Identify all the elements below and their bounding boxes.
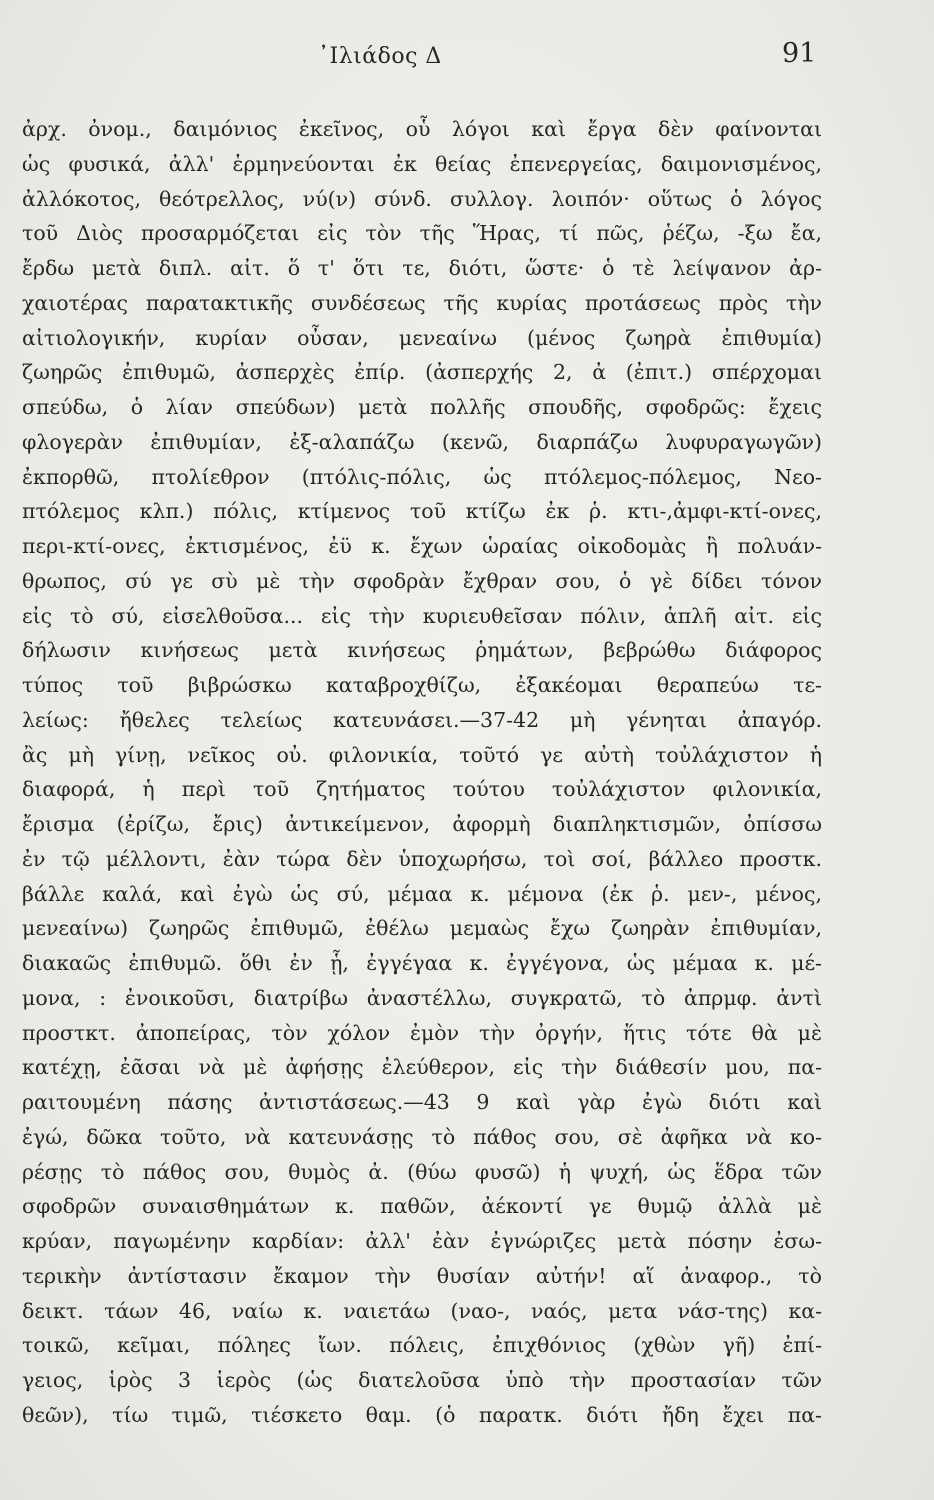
text-line: αἰτιολογικήν, κυρίαν οὖσαν, μενεαίνω (μένος ζωηρὰ ἐπιθυμία) bbox=[22, 325, 822, 350]
text-line: περι-κτί-ονες, ἐκτισμένος, ἐϋ κ. ἔχων ὡραίας οἰκοδομὰς ἢ πολυάν- bbox=[22, 534, 822, 558]
text-line: σφοδρῶν συναισθημάτων κ. παθῶν, ἀέκοντί γε θυμῷ ἀλλὰ μὲ bbox=[22, 1194, 822, 1219]
text-line: προστκτ. ἀποπείρας, τὸν χόλον ἐμὸν τὴν ὀργήν, ἥτις τότε θὰ μὲ bbox=[22, 1020, 822, 1045]
text-line: διαφορά, ἡ περὶ τοῦ ζητήματος τούτου τοὐλάχιστον φιλονικία, bbox=[22, 777, 822, 802]
text-line: ζωηρῶς ἐπιθυμῶ, ἀσπερχὲς ἐπίρ. (ἀσπερχής 2, ἀ (ἐπιτ.) σπέρχομαι bbox=[22, 360, 822, 385]
text-line: διακαῶς ἐπιθυμῶ. ὅθι ἐν ᾗ, ἐγγέγαα κ. ἐγγέγονα, ὡς μέμαα κ. μέ- bbox=[22, 951, 822, 975]
text-line: ρέσῃς τὸ πάθος σου, θυμὸς ἀ. (θύω φυσῶ) ἡ ψυχή, ὡς ἕδρα τῶν bbox=[22, 1159, 822, 1184]
text-line: ἔρισμα (ἐρίζω, ἔρις) ἀντικείμενον, ἀφορμὴ διαπληκτισμῶν, ὀπίσσω bbox=[22, 812, 822, 836]
text-line: ραιτουμένη πάσης ἀντιστάσεως.—43 9 καὶ γὰρ ἐγὼ διότι καὶ bbox=[22, 1090, 822, 1114]
text-line: δεικτ. τάων 46, ναίω κ. ναιετάω (ναο-, ναός, μετα νάσ-της) κα- bbox=[22, 1298, 822, 1323]
text-line: βάλλε καλά, καὶ ἐγὼ ὡς σύ, μέμαα κ. μέμονα (ἐκ ῥ. μεν-, μένος, bbox=[22, 881, 822, 906]
text-line: κρύαν, παγωμένην καρδίαν: ἀλλ' ἐὰν ἐγνώριζες μετὰ πόσην ἐσω- bbox=[22, 1229, 822, 1253]
text-line: εἰς τὸ σύ, εἰσελθοῦσα... εἰς τὴν κυριευθεῖσαν πόλιν, ἁπλῆ αἰτ. εἰς bbox=[22, 603, 822, 628]
text-line: θρωπος, σύ γε σὺ μὲ τὴν σφοδρὰν ἔχθραν σου, ὁ γὲ δίδει τόνον bbox=[22, 568, 822, 593]
text-line: τερικὴν ἀντίστασιν ἔκαμον τὴν θυσίαν αὐτήν! αἵ ἀναφορ., τὸ bbox=[22, 1263, 822, 1288]
running-head: ᾿Ιλιάδος Δ bbox=[318, 44, 442, 69]
text-line: δήλωσιν κινήσεως μετὰ κινήσεως ῥημάτων, βεβρώθω διάφορος bbox=[22, 638, 822, 663]
text-line: κατέχῃ, ἐᾶσαι νὰ μὲ ἀφήσῃς ἐλεύθερον, εἰς τὴν διάθεσίν μου, πα- bbox=[22, 1055, 822, 1080]
text-line: λείως: ἤθελες τελείως κατευνάσει.—37-42 μὴ γένηται ἀπαγόρ. bbox=[22, 707, 822, 732]
commentary-text bbox=[22, 112, 822, 1433]
text-line: ἀλλόκοτος, θεότρελλος, νύ(ν) σύνδ. συλλογ. λοιπόν· οὕτως ὁ λόγος bbox=[22, 186, 822, 211]
text-line: τοῦ Διὸς προσαρμόζεται εἰς τὸν τῆς Ἥρας, τί πῶς, ῥέζω, -ξω ἔα, bbox=[22, 221, 822, 246]
page-header bbox=[0, 38, 934, 82]
text-line: ἔρδω μετὰ διπλ. αἰτ. ὅ τ' ὅτι τε, διότι, ὥστε· ὁ τὲ λείψανον ἀρ- bbox=[22, 256, 822, 280]
page-number: 91 bbox=[782, 38, 817, 69]
text-line: ἐγώ, δῶκα τοῦτο, νὰ κατευνάσῃς τὸ πάθος σου, σὲ ἀφῆκα νὰ κο- bbox=[22, 1124, 822, 1149]
text-line: γειος, ἱρὸς 3 ἱερὸς (ὡς διατελοῦσα ὑπὸ τὴν προστασίαν τῶν bbox=[22, 1368, 822, 1392]
text-line: τύπος τοῦ βιβρώσκω καταβροχθίζω, ἐξακέομαι θεραπεύω τε- bbox=[22, 673, 822, 697]
text-line: σπεύδω, ὁ λίαν σπεύδων) μετὰ πολλῆς σπουδῆς, σφοδρῶς: ἔχεις bbox=[22, 395, 822, 419]
text-line: χαιοτέρας παρατακτικῆς συνδέσεως τῆς κυρίας προτάσεως πρὸς τὴν bbox=[22, 290, 822, 315]
text-line: θεῶν), τίω τιμῶ, τιέσκετο θαμ. (ὁ παρατκ. διότι ἤδη ἔχει πα- bbox=[22, 1402, 822, 1427]
text-line: ἐν τῷ μέλλοντι, ἐὰν τώρα δὲν ὑποχωρήσω, τοὶ σοί, βάλλεο προστκ. bbox=[22, 846, 822, 871]
text-line: ὡς φυσικά, ἀλλ' ἑρμηνεύονται ἐκ θείας ἐπενεργείας, δαιμονισμένος, bbox=[22, 151, 822, 176]
text-line: τοικῶ, κεῖμαι, πόληες ἴων. πόλεις, ἐπιχθόνιος (χθὼν γῆ) ἐπί- bbox=[22, 1333, 822, 1358]
text-line: μονα, : ἐνοικοῦσι, διατρίβω ἀναστέλλω, συγκρατῶ, τὸ ἀπρμφ. ἀντὶ bbox=[22, 985, 822, 1010]
text-line: φλογερὰν ἐπιθυμίαν, ἐξ-αλαπάζω (κενῶ, διαρπάζω λυφυραγωγῶν) bbox=[22, 429, 822, 454]
text-line: ἂς μὴ γίνῃ, νεῖκος οὐ. φιλονικία, τοῦτό γε αὐτὴ τοὐλάχιστον ἡ bbox=[22, 742, 822, 767]
text-line: μενεαίνω) ζωηρῶς ἐπιθυμῶ, ἐθέλω μεμαὼς ἔχω ζωηρὰν ἐπιθυμίαν, bbox=[22, 916, 822, 941]
text-line: πτόλεμος κλπ.) πόλις, κτίμενος τοῦ κτίζω ἐκ ῥ. κτι-,ἀμφι-κτί-ονες, bbox=[22, 499, 822, 524]
text-line: ἀρχ. ὀνομ., δαιμόνιος ἐκεῖνος, οὗ λόγοι καὶ ἔργα δὲν φαίνονται bbox=[22, 117, 822, 141]
text-line: ἐκπορθῶ, πτολίεθρον (πτόλις-πόλις, ὡς πτόλεμος-πόλεμος, Νεο- bbox=[22, 464, 822, 489]
